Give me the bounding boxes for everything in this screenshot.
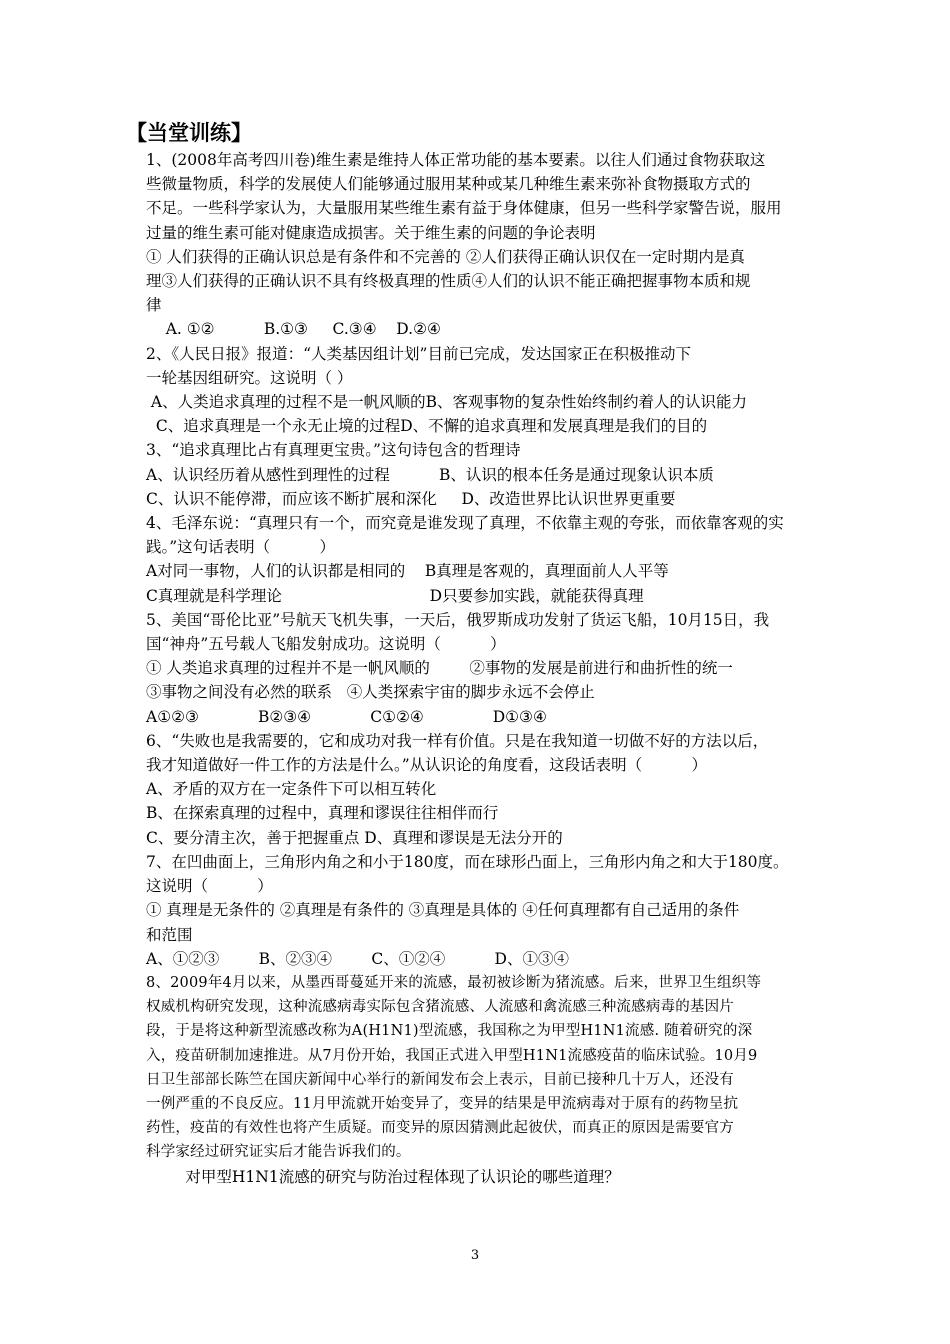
text-line: 过量的维生素可能对健康造成损害。关于维生素的问题的争论表明 bbox=[146, 223, 596, 242]
exercise-questions bbox=[146, 148, 816, 971]
question-8-passage bbox=[146, 971, 816, 1165]
passage-line: 8、2009年4月以来，从墨西哥蔓延开来的流感，最初被诊断为猪流感。后来，世界卫生组织等 bbox=[146, 974, 762, 991]
text-line: C、追求真理是一个永无止境的过程D、不懈的追求真理和发展真理是我们的目的 bbox=[146, 417, 708, 436]
text-line: A、认识经历着从感性到理性的过程 B、认识的根本任务是通过现象认识本质 bbox=[146, 465, 714, 484]
passage-line: 日卫生部部长陈竺在国庆新闻中心举行的新闻发布会上表示，目前已接种几十万人，还没有 bbox=[146, 1071, 734, 1088]
passage-line: 权威机构研究发现，这种流感病毒实际包含猪流感、人流感和禽流感三种流感病毒的基因片 bbox=[146, 999, 734, 1016]
text-line: B、在探索真理的过程中，真理和谬误往往相伴而行 bbox=[146, 804, 499, 823]
text-line: A、人类追求真理的过程不是一帆风顺的B、客观事物的复杂性始终制约着人的认识能力 bbox=[146, 393, 748, 412]
text-line: 国“神舟”五号载人飞船发射成功。这说明（ ） bbox=[146, 635, 506, 654]
text-line: ① 人们获得的正确认识总是有条件和不完善的 ②人们获得正确认识仅在一定时期内是真 bbox=[146, 247, 745, 266]
text-line: 律 bbox=[146, 296, 162, 315]
text-line: 些微量物质，科学的发展使人们能够通过服用某种或某几种维生素来弥补食物摄取方式的 bbox=[146, 175, 751, 194]
document-content bbox=[126, 118, 816, 1189]
text-line: A. ①② B.①③ C.③④ D.②④ bbox=[146, 320, 441, 339]
text-line: 理③人们获得的正确认识不具有终极真理的性质④人们的认识不能正确把握事物本质和规 bbox=[146, 272, 751, 291]
text-line: 2、《人民日报》报道：“人类基因组计划”目前已完成，发达国家正在积极推动下 bbox=[146, 344, 691, 363]
text-line: 和范围 bbox=[146, 925, 193, 944]
text-line: 5、美国“哥伦比亚”号航天飞机失事，一天后，俄罗斯成功发射了货运飞船，10月15日，我 bbox=[146, 610, 770, 629]
text-line: C、认识不能停滞，而应该不断扩展和深化 D、改造世界比认识世界更重要 bbox=[146, 489, 676, 508]
passage-line: 药性，疫苗的有效性也将产生质疑。而变异的原因猜测此起彼伏，而真正的原因是需要官方 bbox=[146, 1120, 734, 1137]
text-line: ③事物之间没有必然的联系 ④人类探索宇宙的脚步永远不会停止 bbox=[146, 683, 595, 702]
text-line: 1、(2008年高考四川卷)维生素是维持人体正常功能的基本要素。以往人们通过食物获取这 bbox=[146, 151, 766, 169]
text-line: 践。”这句话表明（ ） bbox=[146, 538, 335, 557]
text-line: 3、“追求真理比占有真理更宝贵。”这句诗包含的哲理诗 bbox=[146, 441, 521, 460]
text-line: A、①②③ B、②③④ C、①②④ D、①③④ bbox=[146, 949, 569, 968]
text-line: C真理就是科学理论 D只要参加实践，就能获得真理 bbox=[146, 586, 644, 605]
passage-line: 科学家经过研究证实后才能告诉我们的。 bbox=[146, 1144, 411, 1161]
text-line: ① 真理是无条件的 ②真理是有条件的 ③真理是具体的 ④任何真理都有自己适用的条件 bbox=[146, 901, 740, 920]
text-line: ① 人类追求真理的过程并不是一帆风顺的 ②事物的发展是前进行和曲折性的统一 bbox=[146, 659, 733, 678]
question-8-prompt: 对甲型H1N1流感的研究与防治过程体现了认识论的哪些道理？ bbox=[146, 1167, 620, 1186]
text-line: C、要分清主次，善于把握重点 D、真理和谬误是无法分开的 bbox=[146, 828, 563, 847]
text-line: 不足。一些科学家认为，大量服用某些维生素有益于身体健康，但另一些科学家警告说，服用 bbox=[146, 199, 782, 218]
text-line: A对同一事物，人们的认识都是相同的 B真理是客观的，真理面前人人平等 bbox=[146, 562, 669, 581]
text-line: 7、在凹曲面上，三角形内角之和小于180度，而在球形凸面上，三角形内角之和大于180度。 bbox=[146, 852, 789, 871]
text-line: 这说明（ ） bbox=[146, 877, 273, 896]
passage-line: 入，疫苗研制加速推进。从7月份开始，我国正式进入甲型H1N1流感疫苗的临床试验。10月9 bbox=[146, 1047, 758, 1064]
text-line: 6、“失败也是我需要的，它和成功对我一样有价值。只是在我知道一切做不好的方法以后， bbox=[146, 731, 769, 750]
page-number: 3 bbox=[470, 1248, 480, 1263]
text-line: 一轮基因组研究。这说明（ ） bbox=[146, 368, 353, 387]
text-line: 4、毛泽东说：“真理只有一个，而究竟是谁发现了真理，不依靠主观的夸张，而依靠客观的实 bbox=[146, 514, 784, 533]
text-line: 我才知道做好一件工作的方法是什么。”从认识论的角度看，这段话表明（ ） bbox=[146, 756, 707, 775]
text-line: A①②③ B②③④ C①②④ D①③④ bbox=[146, 707, 547, 726]
section-heading: 【当堂训练】 bbox=[126, 121, 252, 145]
passage-line: 一例严重的不良反应。11月甲流就开始变异了，变异的结果是甲流病毒对于原有的药物呈抗 bbox=[146, 1095, 739, 1112]
passage-line: 段，于是将这种新型流感改称为A(H1N1)型流感，我国称之为甲型H1N1流感. 随着研究的深 bbox=[146, 1023, 753, 1040]
text-line: A、矛盾的双方在一定条件下可以相互转化 bbox=[146, 780, 437, 799]
